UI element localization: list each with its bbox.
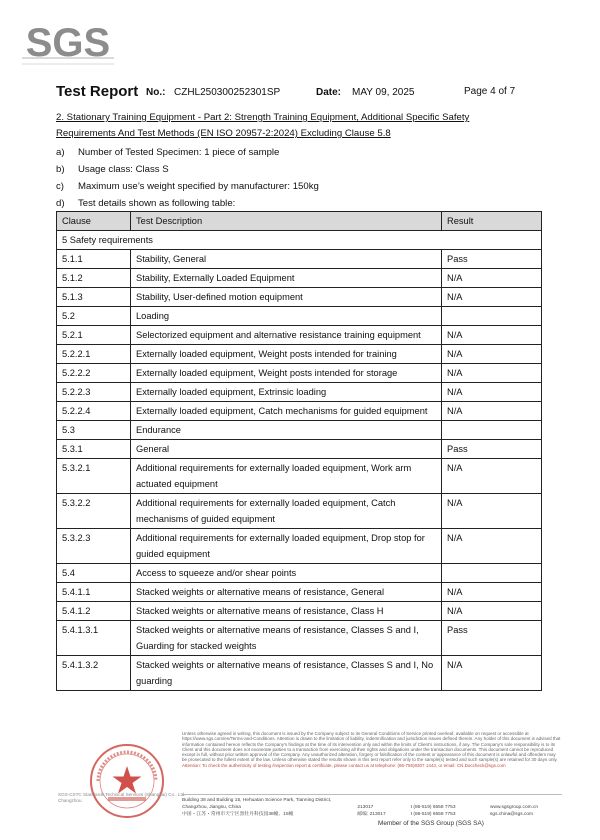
result-cell: [442, 307, 542, 326]
description-cell: Stacked weights or alternative means of resistance, General: [131, 583, 442, 602]
list-item-text: Usage class: Class S: [78, 164, 169, 175]
description-cell: Endurance: [131, 421, 442, 440]
table-row: [57, 656, 542, 691]
header-clause: Clause: [57, 212, 131, 231]
table-row: [57, 402, 542, 421]
table-row: [57, 602, 542, 621]
table-row: [57, 529, 542, 564]
table-section-row: [57, 231, 542, 250]
description-cell: Loading: [131, 307, 442, 326]
zip-en: 213017: [357, 805, 374, 810]
clause-cell: 5.2.1: [57, 326, 131, 345]
description-cell: Stacked weights or alternative means of resistance, Classes S and I, Guarding for stacked weights: [131, 621, 442, 656]
test-details-table: [56, 211, 542, 691]
list-item: [56, 145, 556, 162]
table-row: [57, 307, 542, 326]
result-cell: Pass: [442, 250, 542, 269]
table-row: [57, 459, 542, 494]
table-row: [57, 326, 542, 345]
table-row: [57, 364, 542, 383]
description-cell: Externally loaded equipment, Weight posts intended for storage: [131, 364, 442, 383]
table-header-row: [57, 212, 542, 231]
clause-cell: 5.1.3: [57, 288, 131, 307]
report-number-label: No.:: [146, 87, 166, 98]
result-cell: Pass: [442, 621, 542, 656]
description-cell: Additional requirements for externally loaded equipment, Drop stop for guided equipment: [131, 529, 442, 564]
description-cell: Stacked weights or alternative means of resistance, Classes S and I, No guarding: [131, 656, 442, 691]
list-item-text: Number of Tested Specimen: 1 piece of sample: [78, 147, 280, 158]
sgs-logo: [22, 14, 114, 72]
clause-cell: 5.4.1.2: [57, 602, 131, 621]
seal-graphic: [88, 742, 166, 820]
list-item-text: Test details shown as following table:: [78, 198, 236, 209]
address-line-cn: [182, 811, 562, 818]
report-title: Test Report: [56, 83, 139, 100]
result-cell: N/A: [442, 269, 542, 288]
list-item: [56, 162, 556, 179]
report-number: CZHL250300252301SP: [174, 87, 281, 98]
list-item-letter: d): [56, 198, 65, 209]
table-row: [57, 269, 542, 288]
clause-cell: 5.3.2.2: [57, 494, 131, 529]
clause-cell: 5.3.2.3: [57, 529, 131, 564]
clause-cell: 5.4: [57, 564, 131, 583]
table-row: [57, 250, 542, 269]
report-header: [56, 83, 546, 104]
specimen-info-list: [56, 145, 556, 213]
sgs-logo-graphic: [22, 14, 114, 72]
section-title-line-2: Requirements And Test Methods (EN ISO 20957-2:2024) Excluding Clause 5.8: [56, 128, 391, 139]
clause-cell: 5.2.2.3: [57, 383, 131, 402]
result-cell: N/A: [442, 383, 542, 402]
table-row: [57, 621, 542, 656]
clause-cell: 5.4.1.3.2: [57, 656, 131, 691]
table-row: [57, 440, 542, 459]
list-item-letter: a): [56, 147, 65, 158]
phone-en: t (86-519) 6558 7753: [410, 805, 456, 810]
page-footer: [0, 728, 600, 840]
address-block: [182, 797, 562, 818]
list-item: [56, 179, 556, 196]
table-row: [57, 494, 542, 529]
list-item-letter: b): [56, 164, 65, 175]
description-cell: Selectorized equipment and alternative resistance training equipment: [131, 326, 442, 345]
section-heading: [56, 110, 556, 142]
disclaimer-text: Unless otherwise agreed in writing, this document is issued by the Company subject to its General Conditions of Service printed overleaf, available on request or accessible at https://www.sgs.com/en/Terms-and-Conditions. Attention is drawn to the limitation of liability, indemnification and jurisdiction issues defined therein. Any holder of this document is advised that information contained hereon reflects the Company's findings at the time of its intervention only and within the limits of Client's instructions, if any. The Company's sole responsibility is to its Client and this document does not exonerate parties to a transaction from exercising all their rights and obligations under the transaction documents. This document cannot be reproduced except in full, without prior written approval of the Company. Any unauthorized alteration, forgery or falsification of the content or appearance of this document is unlawful and offenders may be prosecuted to the fullest extent of the law. Unless otherwise stated the results shown in this test report refer only to the sample(s) tested and such sample(s) are retained for 30 days only.: [182, 731, 561, 763]
description-cell: Access to squeeze and/or shear points: [131, 564, 442, 583]
result-cell: N/A: [442, 602, 542, 621]
clause-cell: 5.4.1.1: [57, 583, 131, 602]
website: www.sgsgroup.com.cn: [490, 805, 539, 810]
zip-cn: 邮编: 213017: [357, 812, 386, 817]
list-item-letter: c): [56, 181, 64, 192]
legal-disclaimer: [182, 731, 562, 768]
authenticity-attention: Attention: To check the authenticity of testing /inspection report & certificate, please contact us at telephone: (86-755)8307 1443, or email: CN.Doccheck@sgs.com: [182, 762, 506, 768]
clause-cell: 5.3.1: [57, 440, 131, 459]
phone-cn: t (86-519) 6558 7753: [410, 812, 456, 817]
result-cell: N/A: [442, 494, 542, 529]
clause-cell: 5.4.1.3.1: [57, 621, 131, 656]
stamp-caption: SGS-CSTC Standards Technical Services (Shanghai) Co., Ltd. Changzhou: [58, 792, 186, 803]
logo-text: SGS: [25, 21, 111, 65]
description-cell: Stability, Externally Loaded Equipment: [131, 269, 442, 288]
table-row: [57, 421, 542, 440]
clause-cell: 5.2.2.1: [57, 345, 131, 364]
header-test-description: Test Description: [131, 212, 442, 231]
result-cell: N/A: [442, 326, 542, 345]
table-row: [57, 345, 542, 364]
result-cell: [442, 421, 542, 440]
description-cell: Additional requirements for externally loaded equipment, Catch mechanisms of guided equipment: [131, 494, 442, 529]
list-item-text: Maximum use’s weight specified by manufacturer: 150kg: [78, 181, 319, 192]
email: sgs.china@sgs.com: [490, 812, 534, 817]
clause-cell: 5.2: [57, 307, 131, 326]
header-result: Result: [442, 212, 542, 231]
description-cell: Externally loaded equipment, Catch mechanisms for guided equipment: [131, 402, 442, 421]
table-row: [57, 288, 542, 307]
address-en: Building 38 and Building 15, Hehuatan Science Park, Tianning District, Changzhou, Jiangsu, China: [182, 798, 332, 810]
description-cell: Stability, User-defined motion equipment: [131, 288, 442, 307]
description-cell: Stacked weights or alternative means of resistance, Class H: [131, 602, 442, 621]
table-row: [57, 383, 542, 402]
section-row-label: 5 Safety requirements: [57, 231, 542, 250]
description-cell: Externally loaded equipment, Extrinsic loading: [131, 383, 442, 402]
clause-cell: 5.3.2.1: [57, 459, 131, 494]
clause-cell: 5.2.2.2: [57, 364, 131, 383]
result-cell: N/A: [442, 288, 542, 307]
description-cell: Stability, General: [131, 250, 442, 269]
result-cell: N/A: [442, 364, 542, 383]
clause-cell: 5.2.2.4: [57, 402, 131, 421]
table-row: [57, 564, 542, 583]
page-number: Page 4 of 7: [464, 86, 516, 97]
inspection-seal-stamp: [88, 742, 166, 820]
result-cell: N/A: [442, 656, 542, 691]
address-line-en: [182, 797, 562, 811]
report-date-label: Date:: [316, 87, 342, 98]
section-title-line-1: 2. Stationary Training Equipment - Part 2: Strength Training Equipment, Additional Specific Safety: [56, 112, 470, 123]
table-row: [57, 583, 542, 602]
description-cell: Additional requirements for externally loaded equipment, Work arm actuated equipment: [131, 459, 442, 494]
clause-cell: 5.1.1: [57, 250, 131, 269]
result-cell: Pass: [442, 440, 542, 459]
group-membership: Member of the SGS Group (SGS SA): [378, 820, 484, 827]
result-cell: N/A: [442, 402, 542, 421]
result-cell: N/A: [442, 345, 542, 364]
description-cell: Externally loaded equipment, Weight posts intended for training: [131, 345, 442, 364]
report-date: MAY 09, 2025: [352, 87, 415, 98]
clause-cell: 5.1.2: [57, 269, 131, 288]
result-cell: [442, 564, 542, 583]
footer-divider: [182, 794, 562, 795]
result-cell: N/A: [442, 583, 542, 602]
description-cell: General: [131, 440, 442, 459]
address-cn: 中国・江苏・常州市天宁区黑牡丹科技园38幢、15幢: [182, 812, 294, 817]
result-cell: N/A: [442, 529, 542, 564]
clause-cell: 5.3: [57, 421, 131, 440]
result-cell: N/A: [442, 459, 542, 494]
